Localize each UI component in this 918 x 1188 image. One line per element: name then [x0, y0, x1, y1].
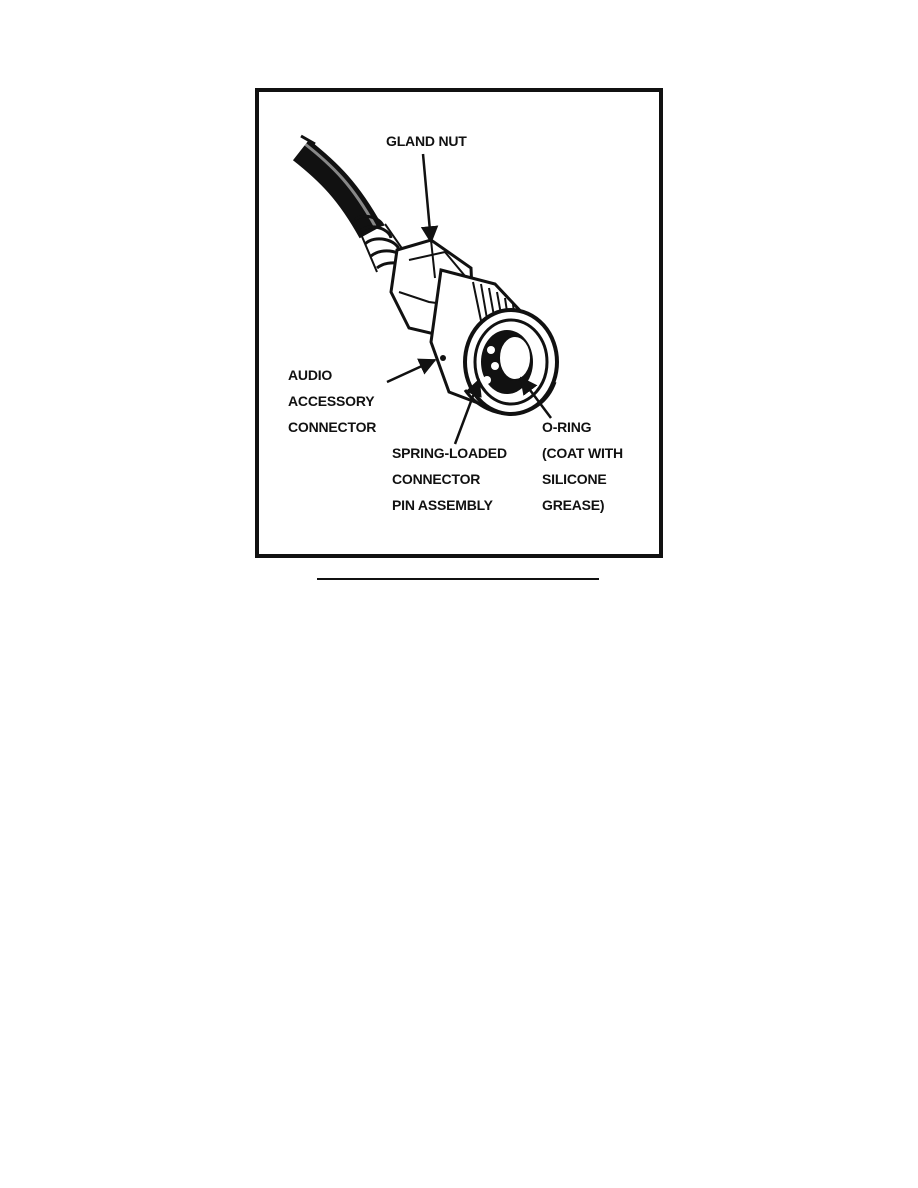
connector-face [465, 310, 557, 414]
label-gland-nut: GLAND NUT [386, 133, 467, 149]
figure-frame [255, 88, 663, 558]
label-spring-loaded-pin-assembly: SPRING-LOADED CONNECTOR PIN ASSEMBLY [392, 445, 507, 513]
label-audio-accessory-connector: AUDIO ACCESSORY CONNECTOR [288, 367, 377, 435]
audio-connector-arrow [387, 360, 435, 382]
gland-nut-arrow [423, 154, 431, 242]
label-o-ring: O-RING (COAT WITH SILICONE GREASE) [542, 419, 623, 513]
caption-rule [317, 578, 599, 580]
